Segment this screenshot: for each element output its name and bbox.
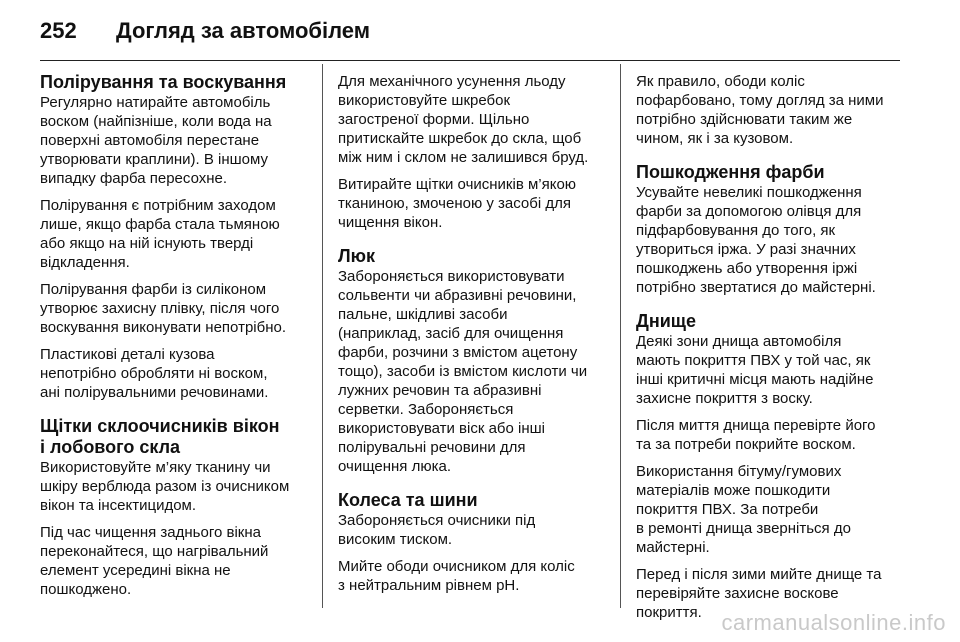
paragraph: Використовуйте м’яку тканину чи шкіру верблюда разом із очисником вікон та інсектицидом. [40,459,290,514]
paragraph: Як правило, ободи коліс пофарбовано, тому догляд за ними потрібно здійснювати таким же чином, як і за кузовом. [636,73,884,147]
column-2 [338,72,608,603]
paragraph: Полірування фарби із силіконом утворює захисну плівку, після чого воскування виконувати непотрібно. [40,281,286,336]
section-wipers [40,416,310,599]
paragraph: Мийте ободи очисником для коліс з нейтральним рівнем pH. [338,558,575,594]
section-polishing [40,72,310,402]
column-divider [620,64,621,608]
paragraph: Забороняється очисники під високим тиском. [338,512,536,548]
paragraph: Пластикові деталі кузова непотрібно обробляти ні воском, ані полірувальними речовинами. [40,346,269,401]
paragraph: Усувайте невеликі пошкодження фарби за допомогою олівця для підфарбовування до того, як утвориться іржа. У разі значних пошкоджень або утворення іржі потрібно звертатися до майстерні. [636,184,876,296]
paragraph: Деякі зони днища автомобіля мають покриття ПВХ у той час, як інші критичні місця мають надійне захисне покриття з воску. [636,333,874,407]
paragraph: Для механічного усунення льоду використовуйте шкребок загостреної форми. Щільно притискайте шкребок до скла, щоб між ним і склом не залишився бруд. [338,73,589,166]
paragraph: Регулярно натирайте автомобіль воском (найпізніше, коли вода на поверхні автомобіля перестане утворювати краплини). В іншому випадку фарба пересохне. [40,94,272,187]
page-header [40,14,370,48]
section-heading: Пошкодження фарби [636,162,825,182]
page-title: Догляд за автомобілем [116,18,371,43]
section-heading: Щітки склоочисників вікон і лобового скла [40,416,280,457]
header-rule [40,60,900,61]
section-wheels-tyres [338,490,608,595]
section-heading: Днище [636,311,696,331]
paragraph: Забороняється використовувати сольвенти чи абразивні речовини, пальне, шкідливі засоби (наприклад, засіб для очищення фарби, розчини з вмістом ацетону тощо), засоби із вмістом кислоти чи лужних речовин та абразивні серветки. Забороняється використовувати віск або інші полірувальні речовини для очищення люка. [338,268,588,475]
section-heading: Колеса та шини [338,490,478,510]
paragraph: Полірування є потрібним заходом лише, якщо фарба стала тьмяною або якщо на ній існують тверді відкладення. [40,197,280,271]
watermark: carmanualsonline.info [721,610,946,635]
section-paint-damage [636,162,906,297]
section-sunroof [338,246,608,476]
paragraph: Після миття днища перевірте його та за потреби покрийте воском. [636,417,876,453]
paragraph: Перед і після зими мийте днище та перевіряйте захисне воскове покриття. [636,566,882,621]
column-3 [636,72,906,630]
section-underbody [636,311,906,622]
column-1 [40,72,310,607]
page-number: 252 [40,18,77,43]
paragraph: Витирайте щітки очисників м’якою тканиною, змоченою у засобі для чищення вікон. [338,176,577,231]
section-heading: Люк [338,246,376,266]
section-heading: Полірування та воскування [40,72,287,92]
paragraph: Використання бітуму/гумових матеріалів може пошкодити покриття ПВХ. За потреби в ремонті днища зверніться до майстерні. [636,463,851,556]
paragraph: Під час чищення заднього вікна переконайтеся, що нагрівальний елемент усередині вікна не пошкоджено. [40,524,269,598]
column-divider [322,64,323,608]
